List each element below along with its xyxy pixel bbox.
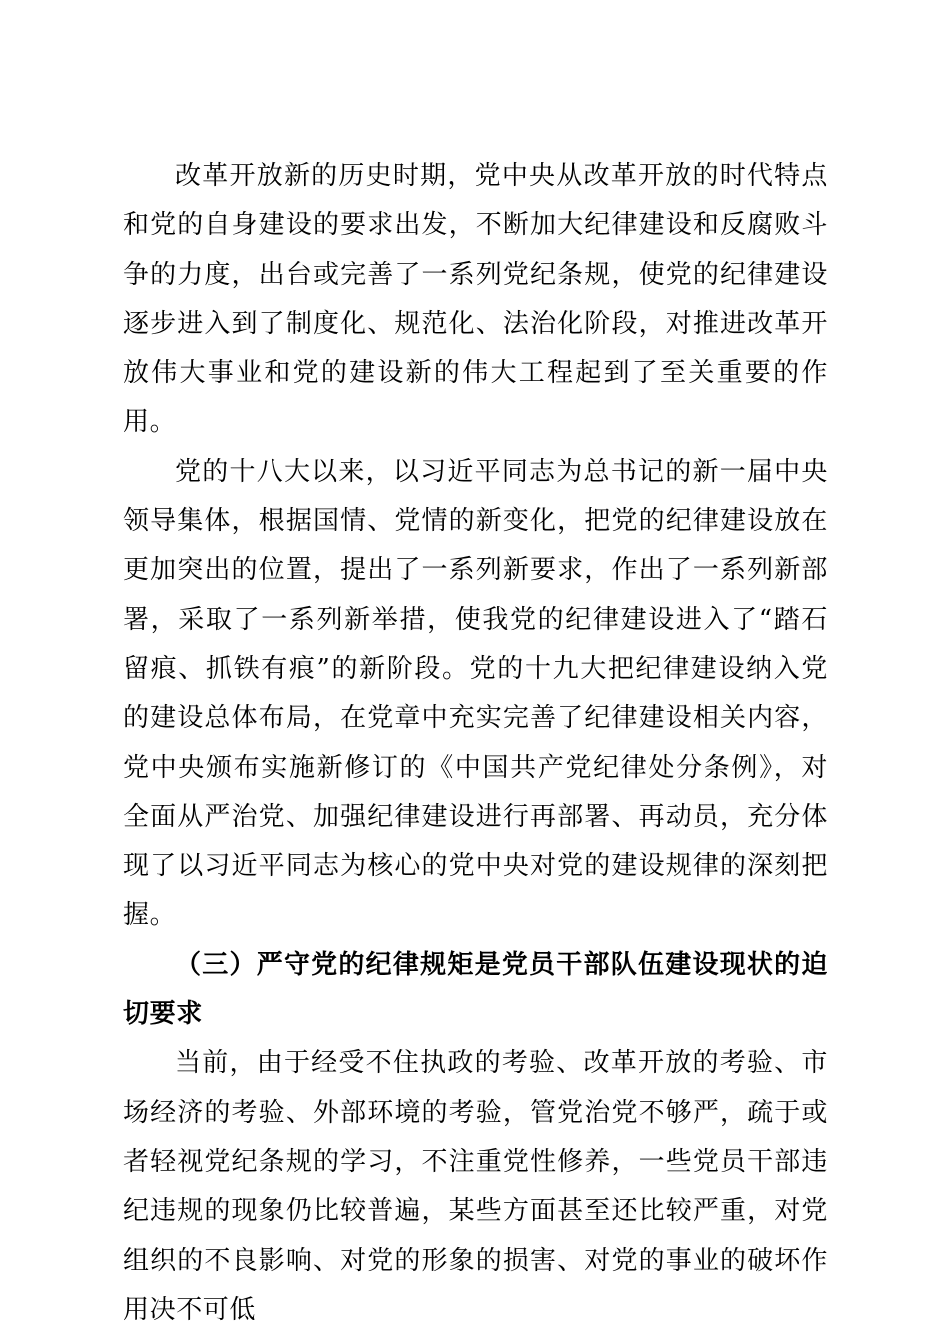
- section-heading: （三）严守党的纪律规矩是党员干部队伍建设现状的迫切要求: [123, 949, 828, 1030]
- document-body: [123, 152, 828, 1335]
- body-paragraph-reform-era: 改革开放新的历史时期，党中央从改革开放的时代特点和党的自身建设的要求出发，不断加大纪律建设和反腐败斗争的力度，出台或完善了一系列党纪条规，使党的纪律建设逐步进入到了制度化、规范化、法治化阶段，对推进改革开放伟大事业和党的建设新的伟大工程起到了至关重要的作用。: [123, 161, 828, 438]
- body-paragraph-current-situation: 当前，由于经受不住执政的考验、改革开放的考验、市场经济的考验、外部环境的考验，管党治党不够严，疏于或者轻视党纪条规的学习，不注重党性修养，一些党员干部违纪违规的现象仍比较普遍，某些方面甚至还比较严重，对党组织的不良影响、对党的形象的损害、对党的事业的破坏作用决不可低: [123, 1048, 828, 1325]
- body-paragraph-eighteenth-congress: 党的十八大以来，以习近平同志为总书记的新一届中央领导集体，根据国情、党情的新变化，把党的纪律建设放在更加突出的位置，提出了一系列新要求，作出了一系列新部署，采取了一系列新举措，使我党的纪律建设进入了“踏石留痕、抓铁有痕”的新阶段。党的十九大把纪律建设纳入党的建设总体布局，在党章中充实完善了纪律建设相关内容，党中央颁布实施新修订的《中国共产党纪律处分条例》，对全面从严治党、加强纪律建设进行再部署、再动员，充分体现了以习近平同志为核心的党中央对党的建设规律的深刻把握。: [123, 456, 828, 931]
